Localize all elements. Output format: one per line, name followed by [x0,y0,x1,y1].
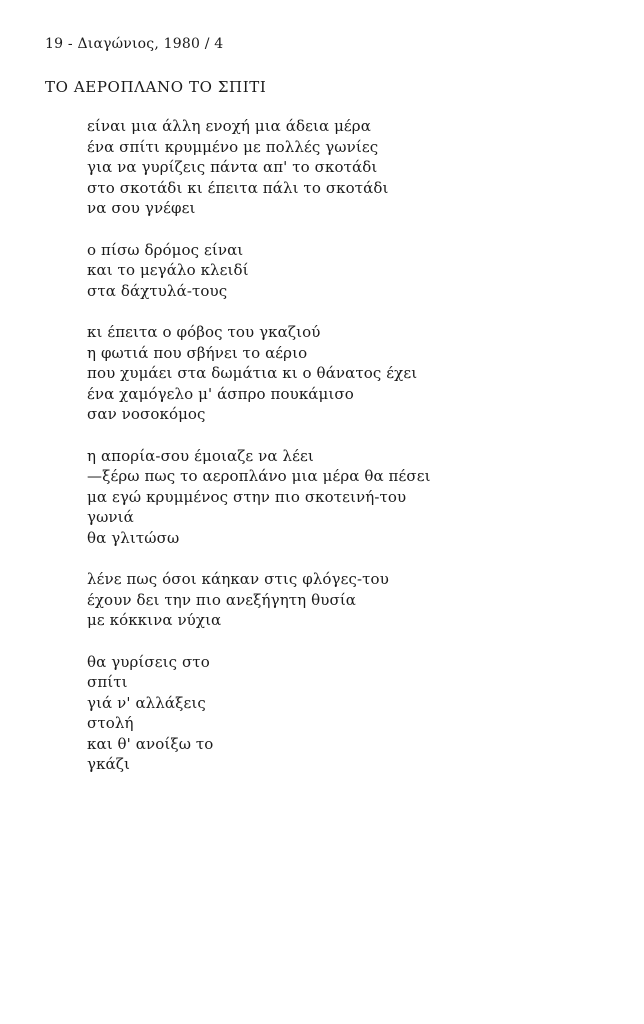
poem-line: γιά ν' αλλάξεις [87,693,206,712]
poem-line: που χυμάει στα δωμάτια κι ο θάνατος έχει [87,364,418,382]
stanza [87,322,607,425]
poem-line: είναι μια άλλη ενοχή μια άδεια μέρα [87,117,371,135]
stanza [87,446,607,549]
source-citation: 19 - Διαγώνιος, 1980 / 4 [45,36,224,52]
poem-line: ένα σπίτι κρυμμένο με πολλές γωνίες [87,137,379,156]
poem-line: στο σκοτάδι κι έπειτα πάλι το σκοτάδι [87,178,389,197]
poem-line: για να γυρίζεις πάντα απ' το σκοτάδι [87,158,378,176]
poem-line: μα εγώ κρυμμένος στην πιο σκοτεινή-του [87,487,407,506]
poem-line: θα γυρίσεις στο [87,652,210,671]
poem-line: ο πίσω δρόμος είναι [87,240,244,259]
stanza [87,652,607,775]
poem-line: θα γλιτώσω [87,528,180,547]
poem-title: ΤΟ ΑΕΡΟΠΛΑΝΟ ΤΟ ΣΠΙΤΙ [45,78,267,96]
poem-line: και θ' ανοίξω το [87,734,214,753]
poem-line: ένα χαμόγελο μ' άσπρο πουκάμισο [87,384,354,403]
stanza [87,569,607,631]
poem-line: —ξέρω πως το αεροπλάνο μια μέρα θα πέσει [87,467,431,485]
poem-line: στα δάχτυλά-τους [87,281,228,300]
poem-line: με κόκκινα νύχια [87,611,222,629]
poem-body [87,116,607,796]
poem-line: και το μεγάλο κλειδί [87,261,249,279]
poem-line: έχουν δει την πιο ανεξήγητη θυσία [87,590,357,609]
poem-line: σαν νοσοκόμος [87,405,206,423]
poem-line: σπίτι [87,673,128,691]
stanza [87,116,607,219]
poem-line: κι έπειτα ο φόβος του γκαζιού [87,323,321,341]
poem-line: η απορία-σου έμοιαζε να λέει [87,446,314,465]
stanza [87,240,607,302]
poem-line: γωνιά [87,508,134,526]
poem-line: η φωτιά που σβήνει το αέριο [87,343,308,362]
poem-line: λένε πως όσοι κάηκαν στις φλόγες-του [87,570,389,588]
poem-line: να σου γνέφει [87,199,196,217]
poem-line: γκάζι [87,755,130,773]
poem-line: στολή [87,714,134,732]
